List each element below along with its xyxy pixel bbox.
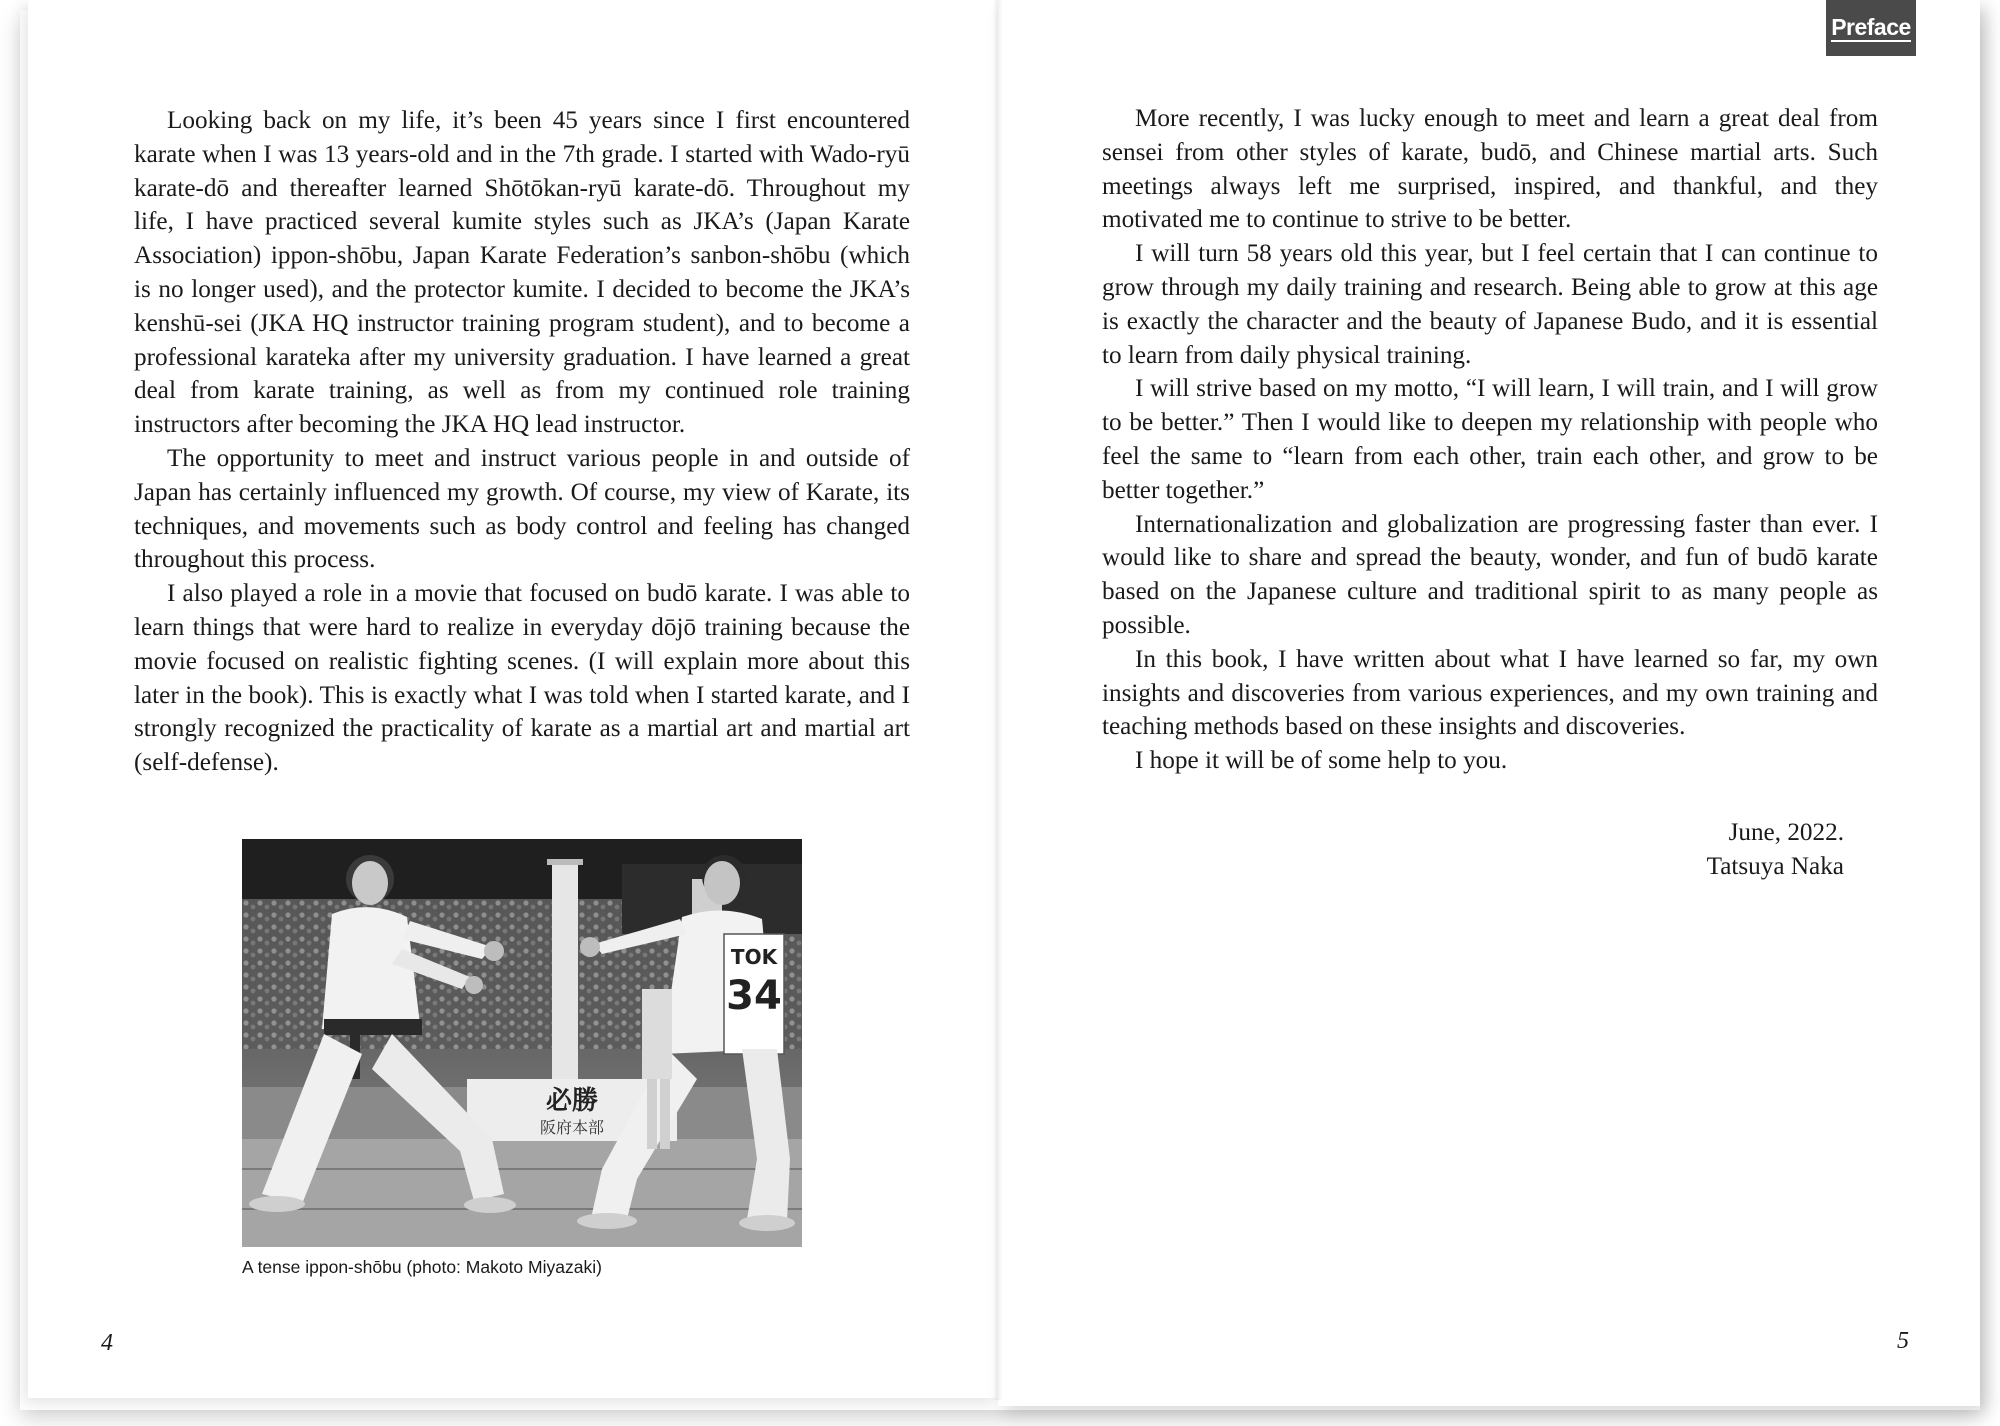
signature-name: Tatsuya Naka: [1706, 852, 1844, 880]
paragraph: Internationalization and globalization are progressing faster than ever. I would like to share and spread the beauty, wonder, and fun of budō karate based on the Japanese culture and traditional spirit to as many people as possible.: [1102, 510, 1878, 639]
paragraph: I will strive based on my motto, “I will learn, I will train, and I will grow to be better.” Then I would like to deepen my relationship with people who feel the same to “learn from each other, train each other, and grow to be better together.”: [1102, 375, 1878, 504]
photo-caption: A tense ippon-shōbu (photo: Makoto Miyazaki): [242, 1257, 602, 1277]
bib-number: 34: [726, 973, 782, 1019]
karate-match-photo: [242, 839, 802, 1247]
banner-text: 必勝: [545, 1086, 599, 1116]
left-page-number: 4: [101, 1330, 113, 1356]
signature-date: June, 2022.: [1728, 819, 1844, 846]
paragraph: I hope it will be of some help to you.: [1135, 747, 1508, 775]
right-page-body: [1102, 102, 1878, 778]
banner-subtext: 阪府本部: [539, 1118, 605, 1137]
left-page-body: [134, 104, 910, 780]
paragraph: I will turn 58 years old this year, but I feel certain that I can continue to grow through my daily training and research. Being able to grow at this age is exactly the character and the beauty of Japanese Budo, and it is essential to learn from daily physical training.: [1102, 240, 1878, 369]
book-gutter: [993, 0, 1003, 1400]
section-tab-preface: [1826, 0, 1916, 56]
bib-text: TOK: [730, 945, 778, 969]
paragraph: The opportunity to meet and instruct various people in and outside of Japan has certainly influenced my growth. Of course, my view of Karate, its techniques, and movements such as body control and feeling has changed throughout this process.: [134, 444, 910, 574]
signature-block: [1600, 816, 1844, 884]
paragraph: Looking back on my life, it’s been 45 years since I first encountered karate when I was 13 years-old and in the 7th grade. I started with Wado-ryū karate-dō and thereafter learned Shōtōkan-ryū karate-dō. Throughout my life, I have practiced several kumite styles such as JKA’s (Japan Karate Association) ippon-shōbu, Japan Karate Federation’s sanbon-shōbu (which is no longer used), and the protector kumite. I decided to become the JKA’s kenshū-sei (JKA HQ instructor training program student), and to become a professional karateka after my university graduation. I have learned a great deal from karate training, as well as from my continued role training instructors after becoming the JKA HQ lead instructor.: [134, 107, 910, 439]
paragraph: In this book, I have written about what I have learned so far, my own insights and discoveries from various experiences, and my own training and teaching methods based on these insights and discoveries.: [1102, 645, 1878, 741]
paragraph: I also played a role in a movie that focused on budō karate. I was able to learn things that were hard to realize in everyday dōjō training because the movie focused on realistic fighting scenes. (I will explain more about this later in the book). This is exactly what I was told when I started karate, and I strongly recognized the practicality of karate as a martial art and martial art (self-defense).: [134, 580, 910, 777]
right-page-number: 5: [1897, 1328, 1909, 1354]
paragraph: More recently, I was lucky enough to meet and learn a great deal from sensei from other styles of karate, budō, and Chinese martial arts. Such meetings always left me surprised, inspired, and thankful, and they motivated me to continue to strive to be better.: [1102, 105, 1878, 234]
section-tab-label: Preface: [1831, 14, 1911, 40]
